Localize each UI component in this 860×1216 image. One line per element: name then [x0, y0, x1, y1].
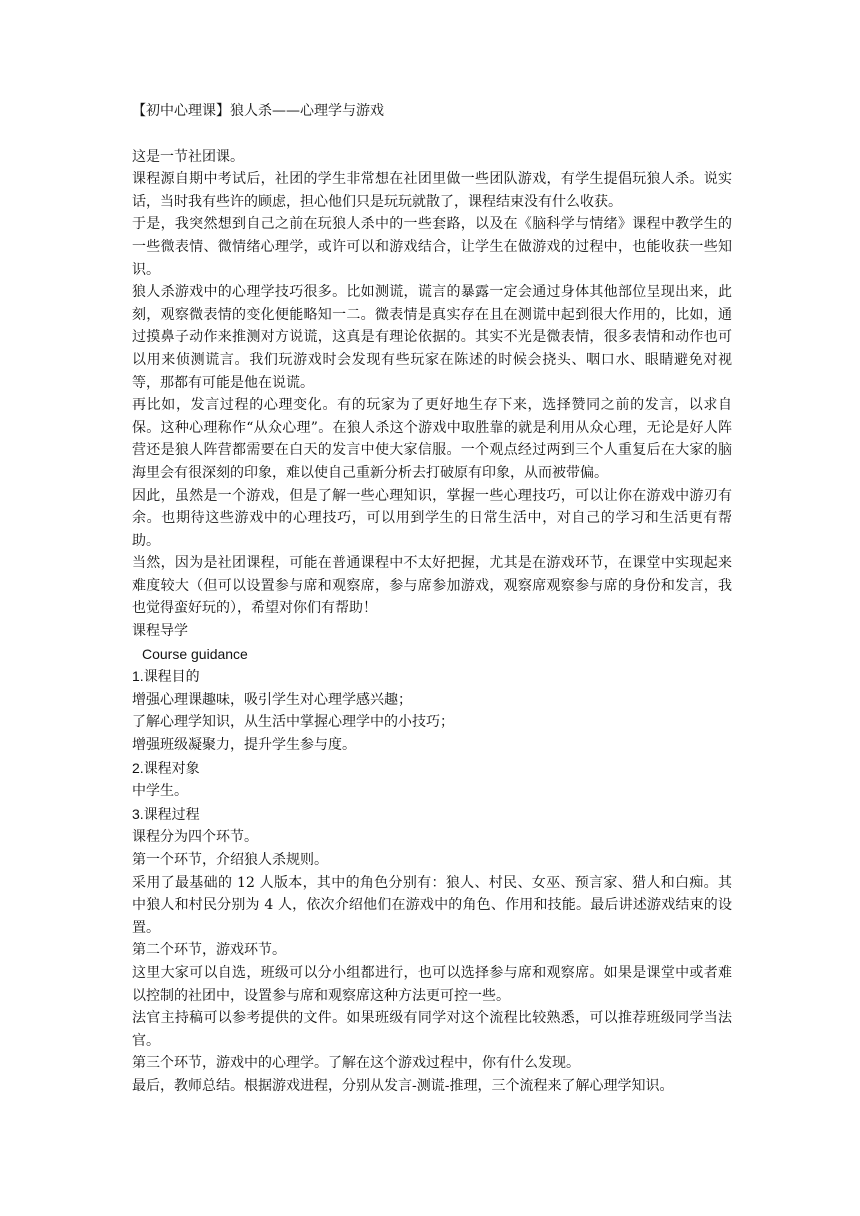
section-heading-text: 课程目的 [143, 669, 200, 686]
document-page [132, 100, 732, 1098]
paragraph-origin: 课程源自期中考试后，社团的学生非常想在社团里做一些团队游戏，有学生提倡玩狼人杀。说实话，当时我有些许的顾虑，担心他们只是玩玩就散了，课程结束没有什么收获。 [132, 171, 732, 210]
process-item: 课程分为四个环节。 [132, 829, 258, 846]
course-guidance-heading: 课程导学 [132, 623, 188, 640]
paragraph-note: 当然，因为是社团课程，可能在普通课程中不太好把握，尤其是在游戏环节，在课堂中实现起来难度较大（但可以设置参与席和观察席，参与席参加游戏，观察席观察参与席的身份和发言，我也觉得蛮好玩的），希望对你们有帮助！ [132, 555, 732, 617]
section-number: 3. [132, 805, 144, 822]
process-item: 这里大家可以自选，班级可以分小组都进行，也可以选择参与席和观察席。如果是课堂中或者难以控制的社团中，设置参与席和观察席这种方法更可控一些。 [132, 964, 732, 1004]
document-title: 【初中心理课】狼人杀——心理学与游戏 [132, 103, 384, 119]
section-heading-purpose [132, 665, 732, 689]
paragraph-idea: 于是，我突然想到自己之前在玩狼人杀中的一些套路，以及在《脑科学与情绪》课程中教学生的一些微表情、微情绪心理学，或许可以和游戏结合，让学生在做游戏的过程中，也能收获一些知识。 [132, 216, 732, 278]
purpose-item: 增强班级凝聚力，提升学生参与度。 [132, 737, 356, 754]
paragraph-conformity: 再比如，发言过程的心理变化。有的玩家为了更好地生存下来，选择赞同之前的发言，以求自保。这种心理称作“从众心理”。在狼人杀这个游戏中取胜靠的就是利用从众心理，无论是好人阵营还是狼人阵营都需要在白天的发言中使大家信服。一个观点经过两到三个人重复后在大家的脑海里会有很深刻的印象，难以使自己重新分析去打破原有印象，从而被带偏。 [132, 397, 732, 481]
section-heading-audience [132, 757, 732, 781]
audience-item: 中学生。 [132, 783, 188, 800]
section-number: 2. [132, 759, 144, 776]
section-heading-process [132, 803, 732, 827]
process-item: 最后，教师总结。根据游戏进程，分别从发言-测谎-推理，三个流程来了解心理学知识。 [132, 1077, 674, 1094]
section-heading-text: 课程对象 [143, 760, 200, 777]
process-item: 法官主持稿可以参考提供的文件。如果班级有同学对这个流程比较熟悉，可以推荐班级同学当法官。 [132, 1010, 732, 1049]
paragraph-lie-detection: 狼人杀游戏中的心理学技巧很多。比如测谎，谎言的暴露一定会通过身体其他部位呈现出来，此刻，观察微表情的变化便能略知一二。微表情是真实存在且在测谎中起到很大作用的，比如，通过摸鼻子动作来推测对方说谎，这真是有理论依据的。其实不光是微表情，很多表情和动作也可以用来侦测谎言。我们玩游戏时会发现有些玩家在陈述的时候会挠头、咽口水、眼睛避免对视等，那都有可能是他在说谎。 [132, 284, 732, 391]
section-heading-text: 课程过程 [143, 806, 200, 823]
paragraph-conclusion: 因此，虽然是一个游戏，但是了解一些心理知识，掌握一些心理技巧，可以让你在游戏中游刃有余。也期待这些游戏中的心理技巧，可以用到学生的日常生活中，对自己的学习和生活更有帮助。 [132, 487, 732, 549]
process-item: 第二个环节，游戏环节。 [132, 942, 286, 959]
process-item: 第一个环节，介绍狼人杀规则。 [132, 852, 328, 868]
process-item: 第三个环节，游戏中的心理学。了解在这个游戏过程中，你有什么发现。 [132, 1055, 580, 1072]
process-item: 采用了最基础的 12 人版本，其中的角色分别有：狼人、村民、女巫、预言家、猎人和白痴。其中狼人和村民分别为 4 人，依次介绍他们在游戏中的角色、作用和技能。最后讲述游戏结束的设置。 [132, 874, 732, 936]
paragraph-intro: 这是一节社团课。 [132, 148, 244, 165]
purpose-item: 增强心理课趣味，吸引学生对心理学感兴趣； [132, 691, 412, 708]
section-number: 1. [132, 668, 144, 685]
course-guidance-english: Course guidance [142, 645, 248, 662]
purpose-item: 了解心理学知识，从生活中掌握心理学中的小技巧； [132, 714, 454, 731]
